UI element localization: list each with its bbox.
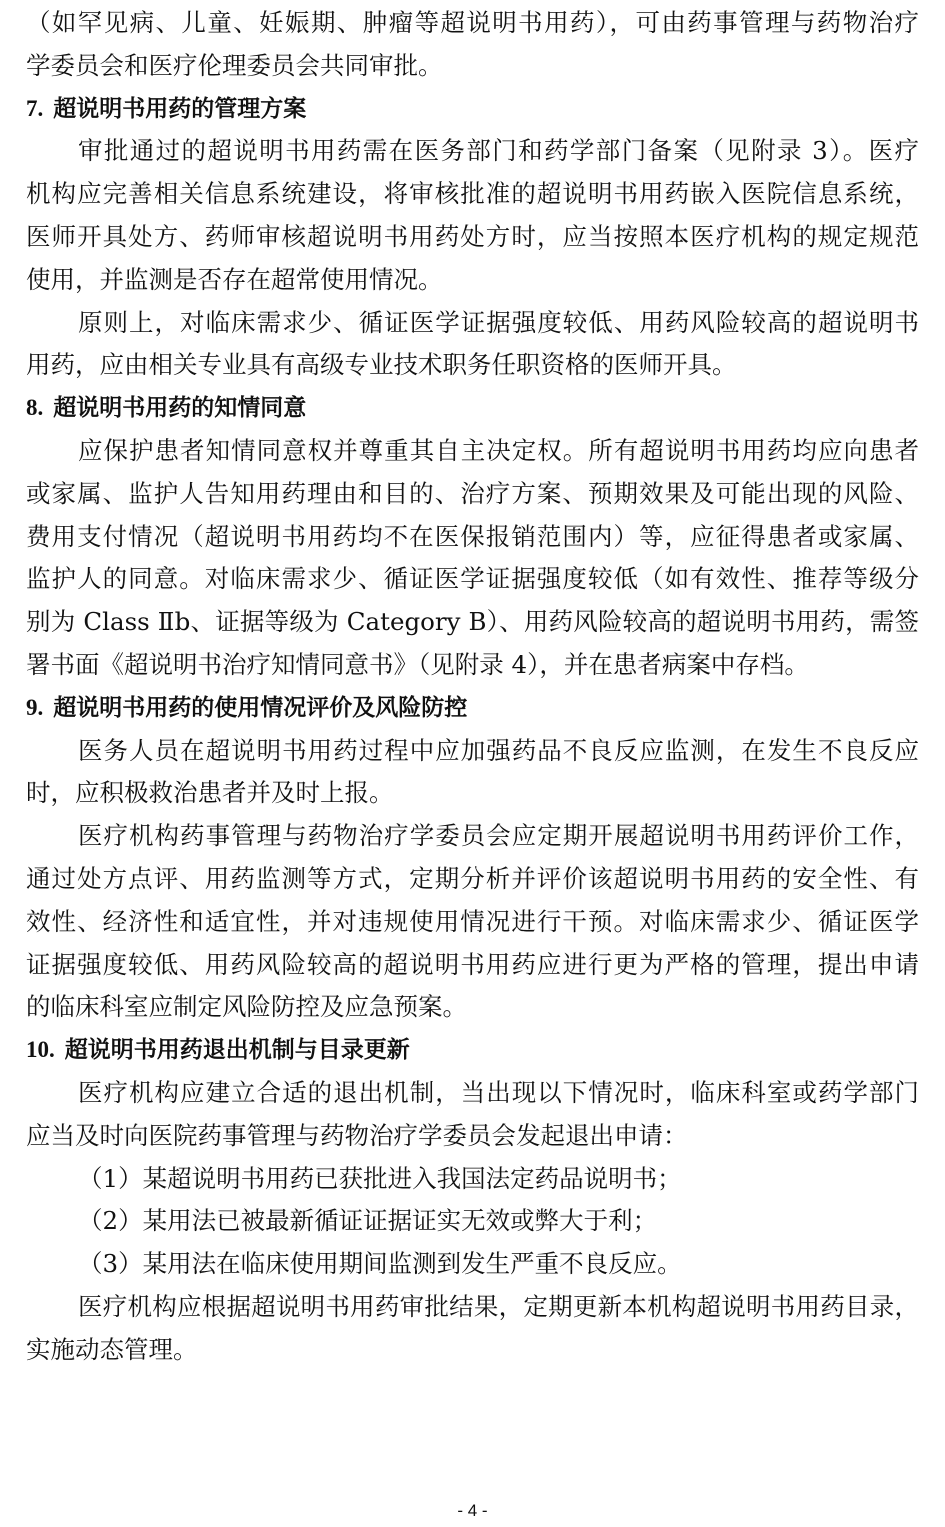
text-line: （如罕见病、儿童、妊娠期、肿瘤等超说明书用药），可由药事管理与药物治疗 [26,8,919,37]
list-item: （2）某用法已被最新循证证据证实无效或弊大于利； [78,1206,658,1236]
section-title: 超说明书用药的管理方案 [53,95,307,122]
list-item: （3）某用法在临床使用期间监测到发生严重不良反应。 [78,1249,682,1279]
text-line: 署书面《超说明书治疗知情同意书》（见附录 4），并在患者病案中存档。 [26,649,809,679]
text-line: 证据强度较低、用药风险较高的超说明书用药应进行更为严格的管理，提出申请 [26,949,919,979]
text-line: 医疗机构应建立合适的退出机制，当出现以下情况时，临床科室或药学部门 [78,1077,919,1107]
text-line: 机构应完善相关信息系统建设，将审核批准的超说明书用药嵌入医院信息系统， [26,179,919,209]
text-line: 的临床科室应制定风险防控及应急预案。 [26,992,467,1022]
text-line: 应当及时向医院药事管理与药物治疗学委员会发起退出申请： [26,1120,688,1150]
section-number: 8. [26,395,44,421]
text-line: 别为 Class Ⅱb、证据等级为 Category B）、用药风险较高的超说明书用药，需签 [26,607,919,637]
text-line: 用药，应由相关专业具有高级专业技术职务任职资格的医师开具。 [26,350,737,380]
section-title: 超说明书用药退出机制与目录更新 [64,1037,410,1064]
section-heading-10 [26,1029,919,1072]
text-line: 原则上，对临床需求少、循证医学证据强度较低、用药风险较高的超说明书 [78,307,919,337]
section-title: 超说明书用药的知情同意 [53,395,307,422]
section-title: 超说明书用药的使用情况评价及风险防控 [53,694,468,721]
text-line: 医疗机构应根据超说明书用药审批结果，定期更新本机构超说明书用药目录， [78,1291,919,1321]
text-line: 医疗机构药事管理与药物治疗学委员会应定期开展超说明书用药评价工作， [78,821,919,851]
text-line: 应保护患者知情同意权并尊重其自主决定权。所有超说明书用药均应向患者 [78,435,919,465]
section-heading-7 [26,88,919,131]
text-line: 实施动态管理。 [26,1334,198,1364]
document-body [26,2,919,1372]
text-line: 医师开具处方、药师审核超说明书用药处方时，应当按照本医疗机构的规定规范 [26,221,919,251]
section-number: 10. [26,1037,55,1063]
text-line: 审批通过的超说明书用药需在医务部门和药学部门备案（见附录 3）。医疗 [78,136,919,166]
list-item: （1）某超说明书用药已获批进入我国法定药品说明书； [78,1163,682,1193]
section-heading-9 [26,687,919,730]
text-line: 医务人员在超说明书用药过程中应加强药品不良反应监测，在发生不良反应 [78,735,919,765]
text-line: 费用支付情况（超说明书用药均不在医保报销范围内）等，应征得患者或家属、 [26,521,919,551]
text-line: 效性、经济性和适宜性，并对违规使用情况进行干预。对临床需求少、循证医学 [26,906,919,936]
section-heading-8 [26,387,919,430]
text-line: 学委员会和医疗伦理委员会共同审批。 [26,50,443,80]
text-line: 使用，并监测是否存在超常使用情况。 [26,264,443,294]
section-number: 7. [26,95,44,121]
page-number: - 4 - [457,1501,488,1520]
text-line: 监护人的同意。对临床需求少、循证医学证据强度较低（如有效性、推荐等级分 [26,564,919,594]
text-line: 时，应积极救治患者并及时上报。 [26,778,394,808]
text-line: 通过处方点评、用药监测等方式，定期分析并评价该超说明书用药的安全性、有 [26,863,919,893]
section-number: 9. [26,694,44,720]
text-line: 或家属、监护人告知用药理由和目的、治疗方案、预期效果及可能出现的风险、 [26,478,919,508]
